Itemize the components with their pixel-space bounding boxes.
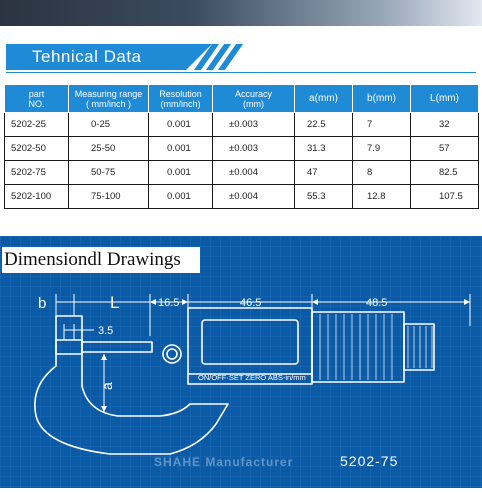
cell-range: 0-25 bbox=[69, 113, 149, 137]
drawing-title: Dimensiondl Drawings bbox=[4, 249, 181, 270]
dim-label-46-5: 46.5 bbox=[240, 297, 262, 309]
cell-part-no: 5202-50 bbox=[5, 137, 69, 161]
cell-a: 47 bbox=[295, 161, 353, 185]
cell-a: 55.3 bbox=[295, 185, 353, 209]
top-gradient-bar bbox=[0, 0, 482, 26]
cell-range: 50-75 bbox=[69, 161, 149, 185]
table-row bbox=[5, 185, 479, 209]
header-a: a(mm) bbox=[295, 85, 353, 113]
cell-resolution: 0.001 bbox=[149, 113, 213, 137]
header-accuracy: Accuracy (mm) bbox=[213, 85, 295, 113]
section-title: Tehnical Data bbox=[32, 47, 142, 66]
cell-range: 75-100 bbox=[69, 185, 149, 209]
cell-b: 8 bbox=[353, 161, 411, 185]
dim-label-L: L bbox=[110, 293, 120, 312]
cell-l: 57 bbox=[411, 137, 479, 161]
cell-resolution: 0.001 bbox=[149, 137, 213, 161]
dimension-drawing bbox=[0, 236, 482, 488]
cell-resolution: 0.001 bbox=[149, 185, 213, 209]
cell-accuracy: ±0.003 bbox=[213, 137, 295, 161]
cell-part-no: 5202-75 bbox=[5, 161, 69, 185]
cell-accuracy: ±0.004 bbox=[213, 185, 295, 209]
dim-label-a: a bbox=[99, 382, 115, 390]
grid-background bbox=[0, 236, 482, 488]
cell-accuracy: ±0.003 bbox=[213, 113, 295, 137]
header-l: L(mm) bbox=[411, 85, 479, 113]
cell-b: 7.9 bbox=[353, 137, 411, 161]
cell-b: 7 bbox=[353, 113, 411, 137]
cell-resolution: 0.001 bbox=[149, 161, 213, 185]
cell-accuracy: ±0.004 bbox=[213, 161, 295, 185]
section-divider bbox=[6, 72, 476, 73]
micrometer-drawing bbox=[0, 236, 482, 488]
header-resolution: Resolution (mm/inch) bbox=[149, 85, 213, 113]
cell-part-no: 5202-100 bbox=[5, 185, 69, 209]
display-buttons-label: ON/OFF·SET ZERO ABS-in/mm bbox=[198, 373, 306, 382]
dim-label-16-5: 16.5 bbox=[158, 297, 180, 309]
table-row bbox=[5, 113, 479, 137]
header-b: b(mm) bbox=[353, 85, 411, 113]
cell-a: 22.5 bbox=[295, 113, 353, 137]
header-part-no: part NO. bbox=[5, 85, 69, 113]
cell-l: 107.5 bbox=[411, 185, 479, 209]
dim-label-48-5: 48.5 bbox=[366, 297, 388, 309]
spec-table bbox=[4, 84, 479, 209]
model-number: 5202-75 bbox=[340, 453, 399, 469]
watermark-text: SHAHE Manufacturer bbox=[154, 455, 294, 469]
cell-b: 12.8 bbox=[353, 185, 411, 209]
cell-l: 32 bbox=[411, 113, 479, 137]
table-row bbox=[5, 137, 479, 161]
header-measuring-range: Measuring range ( mm/inch ) bbox=[69, 85, 149, 113]
cell-range: 25-50 bbox=[69, 137, 149, 161]
table-header-row bbox=[5, 85, 479, 113]
dim-label-3-5: 3.5 bbox=[98, 325, 114, 337]
drawing-title-box bbox=[2, 247, 200, 273]
dim-label-b: b bbox=[38, 295, 47, 312]
cell-part-no: 5202-25 bbox=[5, 113, 69, 137]
table-row bbox=[5, 161, 479, 185]
cell-a: 31.3 bbox=[295, 137, 353, 161]
cell-l: 82.5 bbox=[411, 161, 479, 185]
